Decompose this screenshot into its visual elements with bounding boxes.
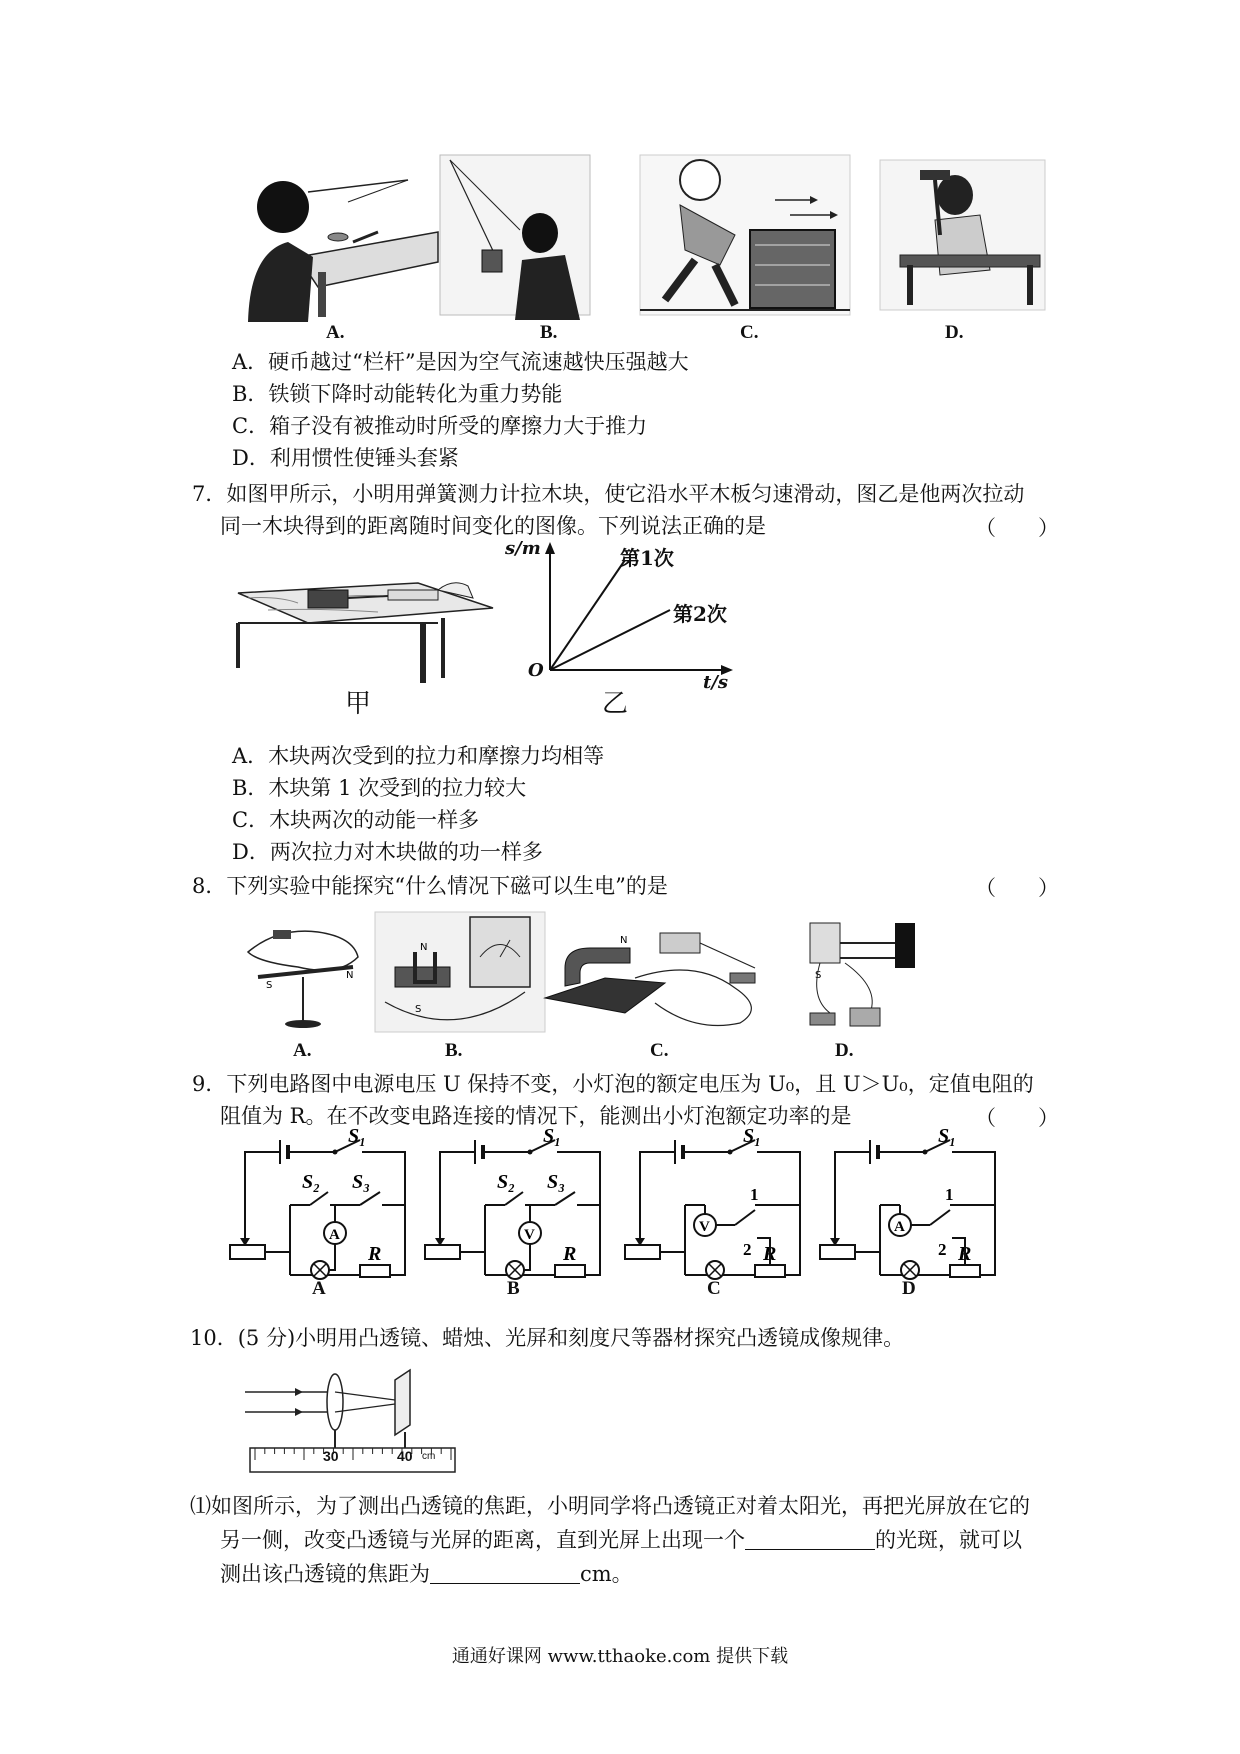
svg-text:S₁: S₁ xyxy=(348,1125,367,1147)
q9-stem-line1: 9．下列电路图中电源电压 U 保持不变，小灯泡的额定电压为 U₀，且 U＞U₀，定值电阻的 xyxy=(192,1072,1034,1096)
q8-stem: 8．下列实验中能探究“什么情况下磁可以生电”的是 xyxy=(192,874,668,898)
svg-text:N: N xyxy=(420,942,428,953)
q6-label-a: A. xyxy=(326,322,345,343)
q10-sub1-line3-a: 测出该凸透镜的焦距为 xyxy=(220,1562,430,1586)
q6-option-a: A．硬币越过“栏杆”是因为空气流速越快压强越大 xyxy=(232,350,689,374)
q9-stem-line2: 阻值为 R。在不改变电路连接的情况下，能测出小灯泡额定功率的是 xyxy=(220,1104,852,1128)
q7-line-first xyxy=(550,560,625,670)
q6-label-b: B. xyxy=(540,322,558,343)
q10-ruler-unit: cm xyxy=(422,1451,436,1462)
q7-line2-label: 第2次 xyxy=(673,602,727,626)
svg-text:2: 2 xyxy=(938,1240,947,1259)
q10-sub1-line3 xyxy=(220,1558,633,1590)
svg-text:S₃: S₃ xyxy=(547,1171,566,1193)
q9-answer-paren: （ ） xyxy=(975,1106,1059,1130)
q7-origin-label: O xyxy=(528,660,544,681)
q10-sub1-line1: ⑴如图所示，为了测出凸透镜的焦距，小明同学将凸透镜正对着太阳光，再把光屏放在它的 xyxy=(190,1494,1030,1518)
q6-figure-a xyxy=(238,162,438,322)
svg-text:R: R xyxy=(563,1243,577,1265)
q9-circuit-b xyxy=(425,1125,625,1290)
q7-option-c: C．木块两次的动能一样多 xyxy=(232,808,480,832)
q7-option-b: B．木块第 1 次受到的拉力较大 xyxy=(232,776,527,800)
q10-lens-figure xyxy=(245,1370,475,1480)
q6-label-d: D. xyxy=(945,322,964,343)
svg-text:S: S xyxy=(266,980,273,991)
svg-text:S₂: S₂ xyxy=(497,1171,516,1193)
svg-text:N: N xyxy=(346,970,354,981)
q6-option-d: D．利用惯性使锤头套紧 xyxy=(232,446,459,470)
q6-label-c: C. xyxy=(740,322,759,343)
q7-line-second xyxy=(550,610,670,670)
svg-text:N: N xyxy=(620,935,628,946)
svg-text:S: S xyxy=(815,970,822,981)
q8-label-c: C. xyxy=(650,1040,669,1061)
svg-text:R: R xyxy=(763,1243,777,1265)
q6-figure-d xyxy=(880,160,1050,320)
q7-y-axis-label: s/m xyxy=(505,538,541,559)
q7-stem-line2: 同一木块得到的距离随时间变化的图像。下列说法正确的是 xyxy=(220,514,766,538)
q7-figure-jia xyxy=(238,568,498,688)
svg-text:S₃: S₃ xyxy=(352,1171,371,1193)
q10-sub1-line3-b: cm。 xyxy=(580,1562,633,1586)
svg-text:A: A xyxy=(894,1219,905,1235)
q6-figure-c xyxy=(640,155,850,320)
q8-label-a: A. xyxy=(293,1040,312,1061)
svg-text:S₁: S₁ xyxy=(543,1125,562,1147)
q10-ruler-40: 40 xyxy=(397,1448,413,1464)
q10-sub1-line2-a: 另一侧，改变凸透镜与光屏的距离，直到光屏上出现一个 xyxy=(220,1528,745,1552)
q7-stem-line1: 7．如图甲所示，小明用弹簧测力计拉木块，使它沿水平木板匀速滑动，图乙是他两次拉动 xyxy=(192,482,1025,506)
q10-blank-spot[interactable] xyxy=(745,1525,875,1550)
svg-text:S: S xyxy=(415,1004,422,1015)
q7-option-d: D．两次拉力对木块做的功一样多 xyxy=(232,840,543,864)
q10-stem: 10．(5 分)小明用凸透镜、蜡烛、光屏和刻度尺等器材探究凸透镜成像规律。 xyxy=(190,1326,905,1350)
q7-option-a: A．木块两次受到的拉力和摩擦力均相等 xyxy=(232,744,605,768)
q8-figure-c xyxy=(545,918,775,1033)
svg-text:1: 1 xyxy=(750,1185,759,1204)
q9-circuit-c xyxy=(625,1125,825,1290)
q10-ruler-30: 30 xyxy=(323,1448,339,1464)
q9-circuit-d xyxy=(820,1125,1020,1290)
q10-sub1-line2-b: 的光斑，就可以 xyxy=(875,1528,1022,1552)
q7-line1-label: 第1次 xyxy=(620,546,674,570)
q8-label-b: B. xyxy=(445,1040,463,1061)
q7-label-jia: 甲 xyxy=(345,689,372,719)
q7-x-axis-label: t/s xyxy=(703,672,729,693)
q10-sub1-line2 xyxy=(220,1524,1022,1556)
svg-text:S₁: S₁ xyxy=(743,1125,762,1147)
svg-text:R: R xyxy=(368,1243,382,1265)
page-footer: 通通好课网 www.tthaoke.com 提供下载 xyxy=(451,1646,789,1667)
q8-answer-paren: （ ） xyxy=(975,876,1059,900)
q8-figure-d xyxy=(800,918,920,1033)
q6-option-c: C．箱子没有被推动时所受的摩擦力大于推力 xyxy=(232,414,648,438)
svg-text:V: V xyxy=(699,1219,710,1235)
svg-text:2: 2 xyxy=(743,1240,752,1259)
q9-label-d: D xyxy=(902,1278,916,1299)
q9-label-c: C xyxy=(707,1278,721,1299)
q9-circuit-a xyxy=(230,1125,430,1290)
q8-label-d: D. xyxy=(835,1040,854,1061)
q10-blank-focal-length[interactable] xyxy=(430,1559,580,1584)
q9-label-a: A xyxy=(312,1278,326,1299)
svg-text:V: V xyxy=(524,1227,535,1243)
svg-text:A: A xyxy=(329,1227,340,1243)
q6-option-b: B．铁锁下降时动能转化为重力势能 xyxy=(232,382,563,406)
svg-text:1: 1 xyxy=(945,1185,954,1204)
svg-text:S₂: S₂ xyxy=(302,1171,321,1193)
q6-figure-b xyxy=(440,155,620,320)
q7-answer-paren: （ ） xyxy=(975,516,1059,540)
q8-figure-a xyxy=(238,922,368,1032)
svg-text:S₁: S₁ xyxy=(938,1125,957,1147)
q7-label-yi: 乙 xyxy=(602,689,629,719)
q9-label-b: B xyxy=(507,1278,520,1299)
q8-figure-b xyxy=(375,912,545,1037)
svg-text:R: R xyxy=(958,1243,972,1265)
